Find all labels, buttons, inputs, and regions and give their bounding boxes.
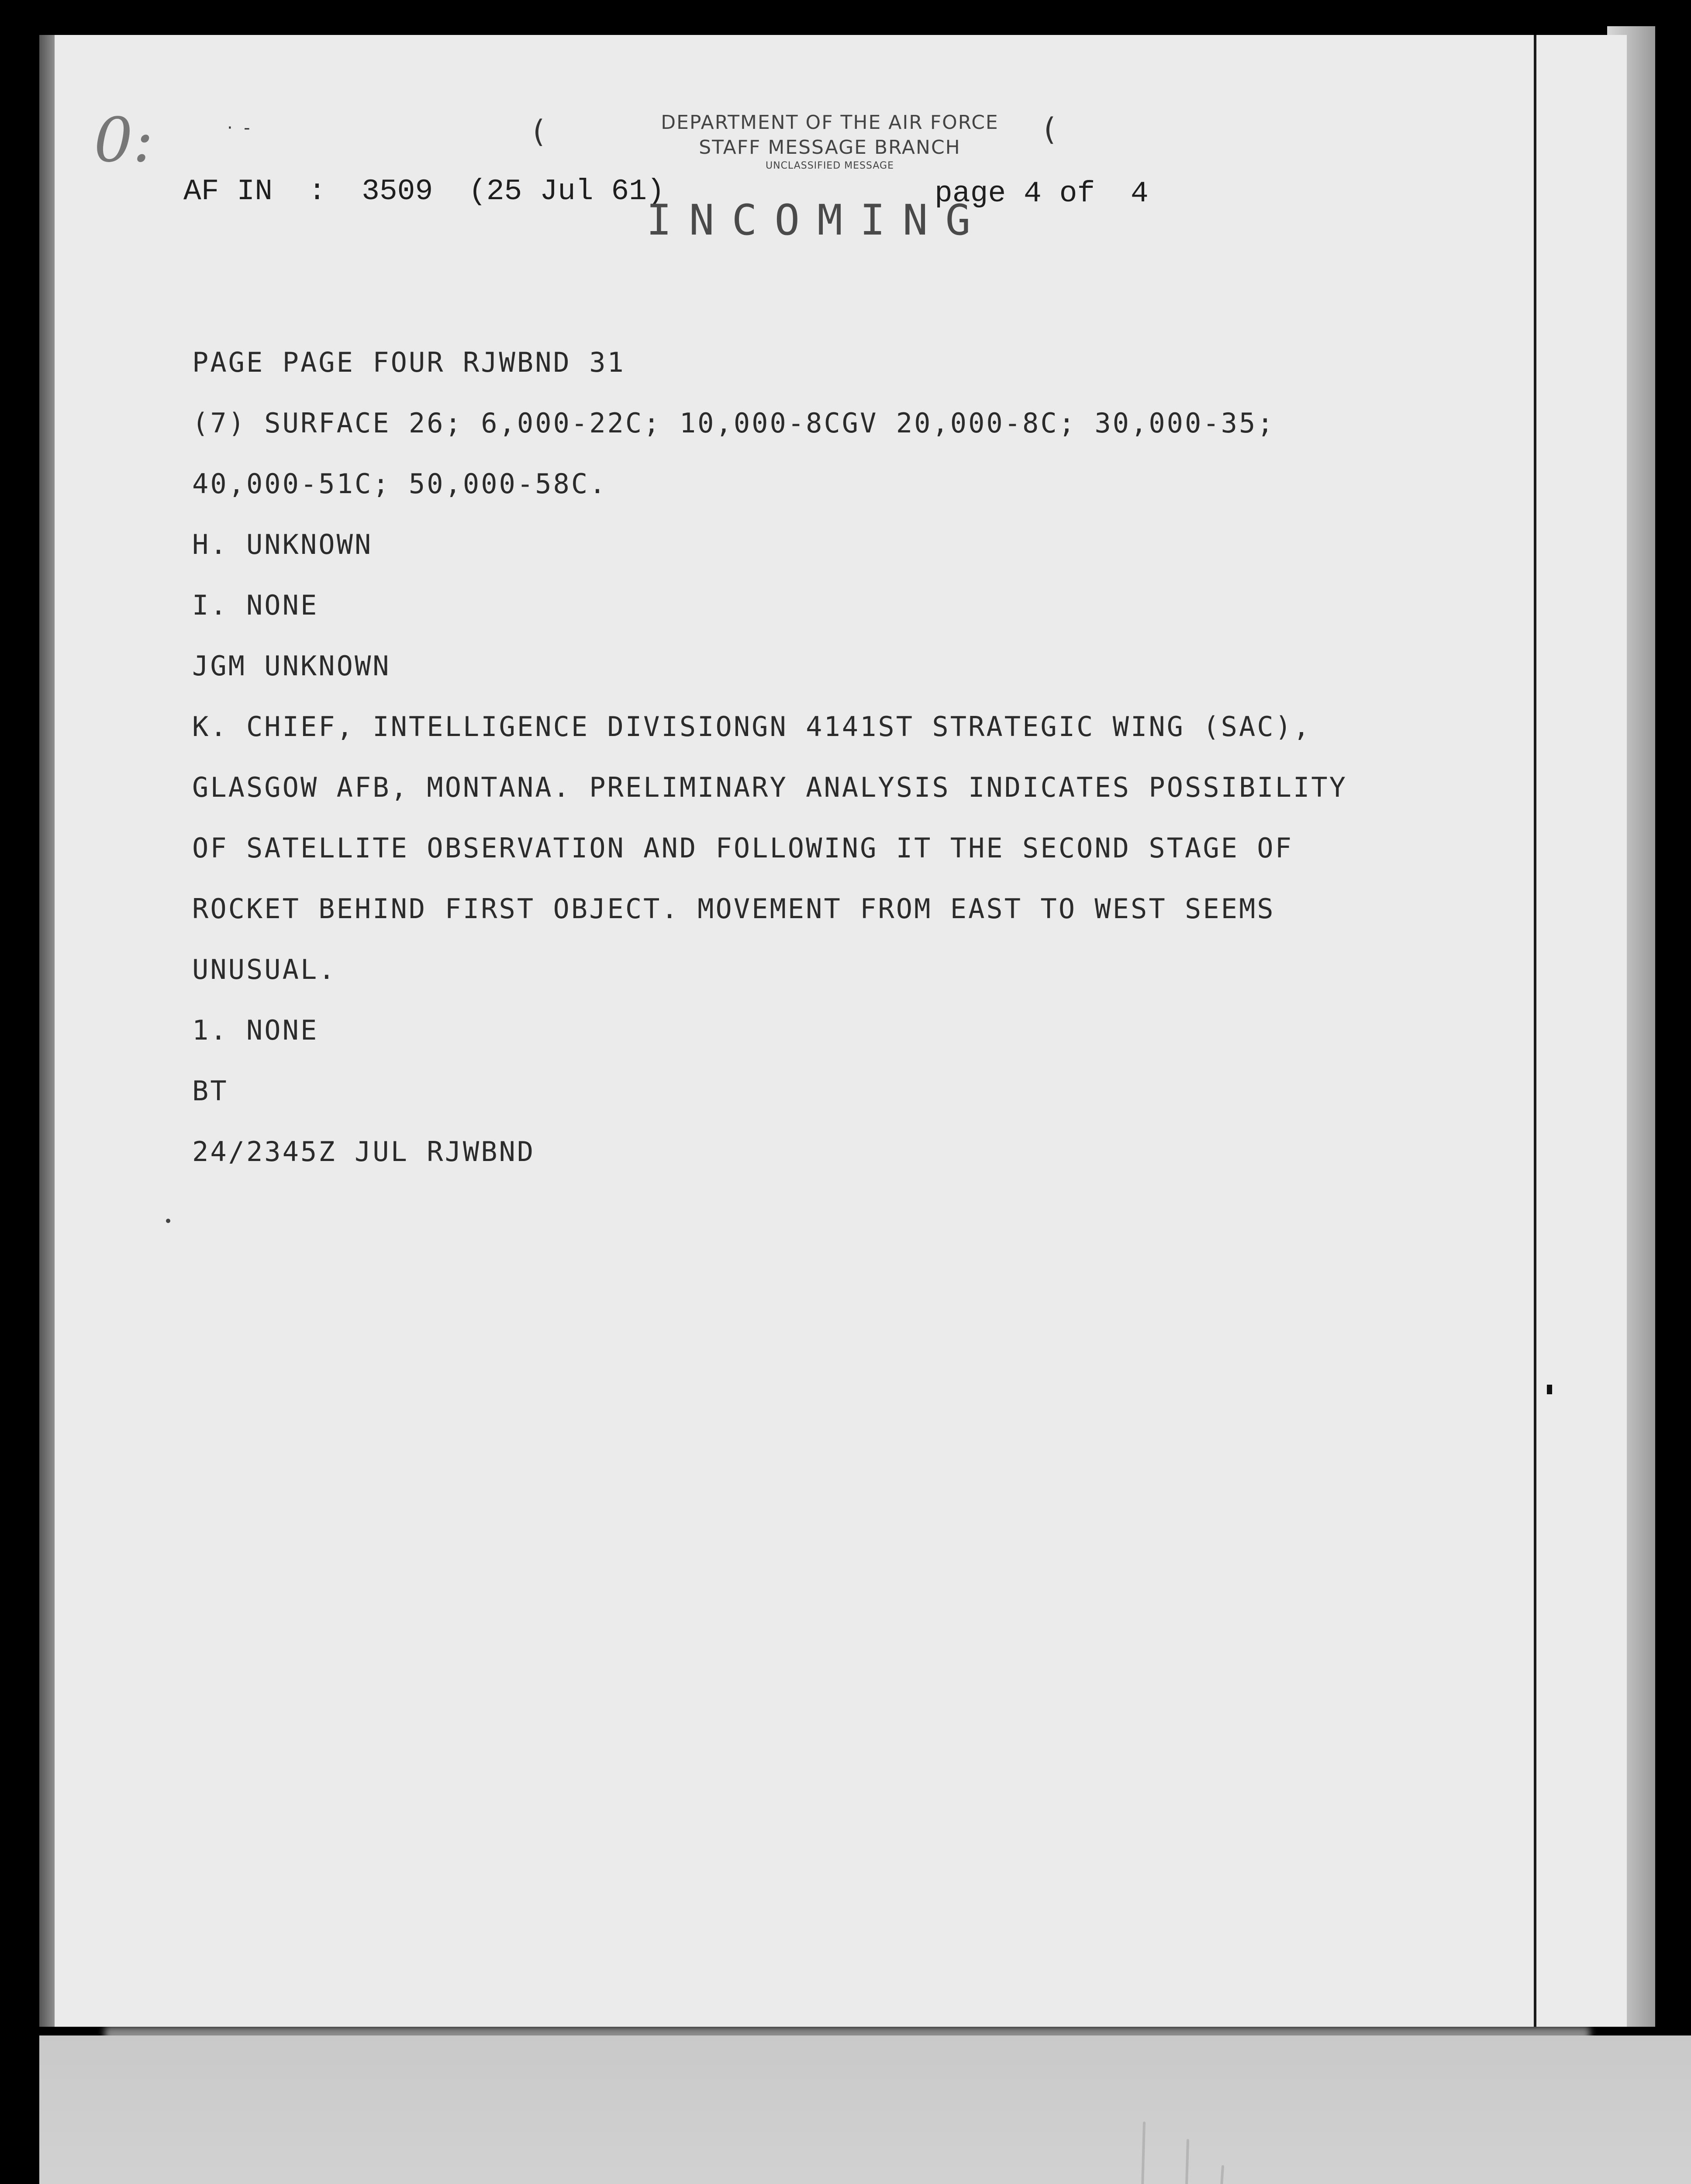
incoming-stamp: INCOMING (646, 196, 988, 245)
body-line: BT (192, 1075, 228, 1107)
department-title: DEPARTMENT OF THE AIR FORCE (661, 111, 999, 134)
body-line: JGM UNKNOWN (192, 650, 391, 682)
message-body (192, 332, 1502, 1182)
body-line: OF SATELLITE OBSERVATION AND FOLLOWING IT THE SECOND STAGE OF (192, 832, 1293, 864)
body-line: ROCKET BEHIND FIRST OBJECT. MOVEMENT FROM EAST TO WEST SEEMS (192, 893, 1275, 925)
margin-tick (1547, 1385, 1552, 1394)
body-line: 24/2345Z JUL RJWBND (192, 1136, 535, 1168)
stray-dots: · - (227, 118, 250, 138)
body-line: UNUSUAL. (192, 954, 337, 985)
body-line: I. NONE (192, 589, 319, 621)
branch-title: STAFF MESSAGE BRANCH (699, 136, 961, 159)
page-number: page 4 of 4 (935, 177, 1149, 211)
body-line: PAGE PAGE FOUR RJWBND 31 (192, 346, 625, 378)
body-line: (7) SURFACE 26; 6,000-22C; 10,000-8CGV 20,000-8C; 30,000-35; (192, 407, 1275, 439)
body-line: 40,000-51C; 50,000-58C. (192, 468, 607, 500)
margin-handwritten-mark: 0: (94, 105, 154, 176)
faint-handwriting-icon (1092, 2105, 1267, 2184)
body-line: 1. NONE (192, 1014, 319, 1046)
message-header (568, 111, 1092, 171)
right-margin-rule (1534, 35, 1536, 2027)
af-in-reference: AF IN : 3509 (25 Jul 61) (183, 175, 665, 208)
body-line: K. CHIEF, INTELLIGENCE DIVISIONGN 4141ST STRATEGIC WING (SAC), (192, 711, 1311, 743)
body-line: H. UNKNOWN (192, 529, 373, 560)
paren-right: ( (1044, 111, 1056, 147)
paren-left: ( (533, 114, 545, 149)
body-line: GLASGOW AFB, MONTANA. PRELIMINARY ANALYSIS INDICATES POSSIBILITY (192, 771, 1347, 803)
classification-label: UNCLASSIFIED MESSAGE (766, 160, 894, 171)
backing-board (39, 2035, 1691, 2184)
stray-mark (166, 1219, 170, 1223)
